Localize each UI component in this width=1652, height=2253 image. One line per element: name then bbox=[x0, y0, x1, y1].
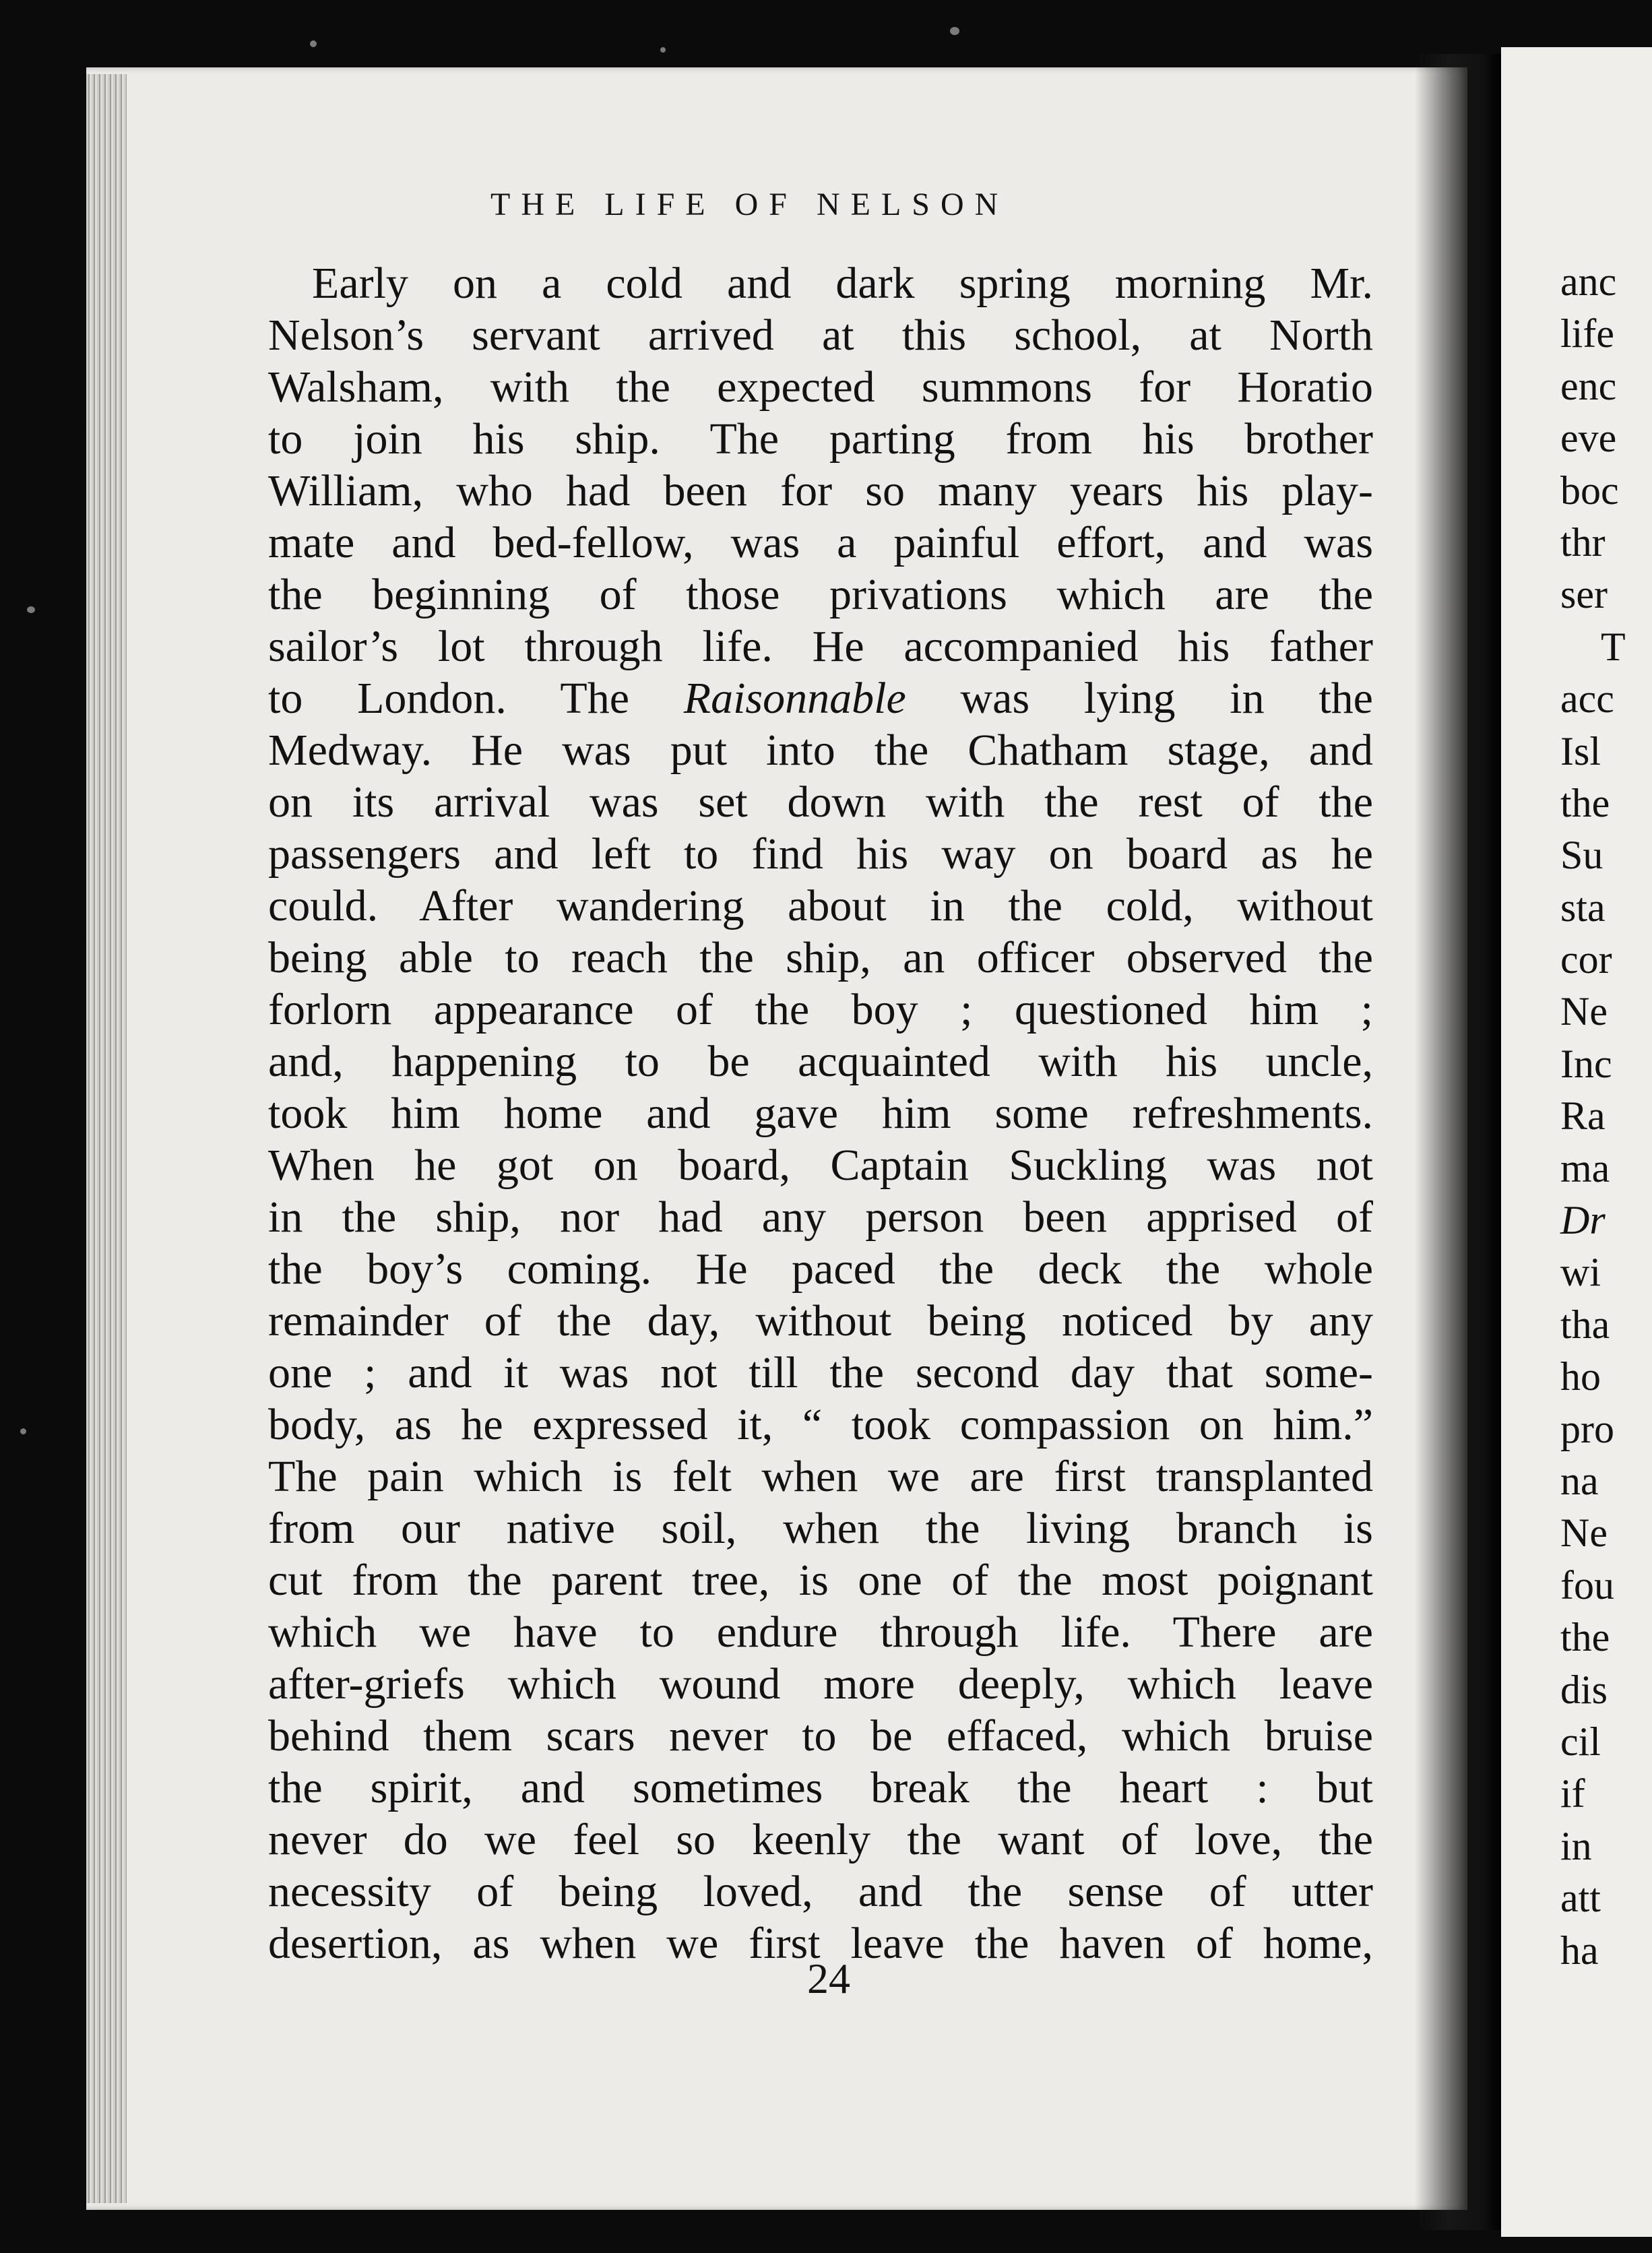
text-line: sailor’s lot through life. He accompanied his father bbox=[268, 622, 1373, 671]
facing-fragment: wi bbox=[1560, 1250, 1601, 1295]
facing-fragment: Ne bbox=[1560, 1511, 1608, 1556]
book-gutter bbox=[1415, 54, 1502, 2230]
text-line: which we have to endure through life. There are bbox=[268, 1608, 1373, 1657]
text-line: being able to reach the ship, an officer observed the bbox=[268, 933, 1373, 982]
text-line: the beginning of those privations which are the bbox=[268, 570, 1373, 619]
facing-fragment: fou bbox=[1560, 1562, 1614, 1608]
text-line: Early on a cold and dark spring morning Mr. bbox=[312, 259, 1373, 308]
running-head: THE LIFE OF NELSON bbox=[490, 187, 1009, 222]
text-line: forlorn appearance of the boy ; questioned him ; bbox=[268, 985, 1373, 1034]
facing-fragment: cil bbox=[1560, 1719, 1601, 1764]
text-line: desertion, as when we first leave the haven of home, bbox=[268, 1919, 1373, 1968]
text-line: The pain which is felt when we are first transplanted bbox=[268, 1452, 1373, 1501]
text-line: When he got on board, Captain Suckling was not bbox=[268, 1141, 1373, 1190]
text-line: from our native soil, when the living branch is bbox=[268, 1504, 1373, 1553]
text-line: in the ship, nor had any person been apprised of bbox=[268, 1193, 1373, 1242]
text-line: to join his ship. The parting from his brother bbox=[268, 414, 1373, 464]
facing-fragment: life bbox=[1560, 311, 1614, 356]
page-number: 24 bbox=[807, 1955, 850, 2002]
facing-fragment: in bbox=[1560, 1823, 1592, 1868]
text-line: cut from the parent tree, is one of the most poignant bbox=[268, 1556, 1373, 1605]
facing-fragment: Dr bbox=[1560, 1198, 1606, 1243]
facing-fragment: att bbox=[1560, 1876, 1601, 1921]
page-edge-stack bbox=[86, 74, 127, 2203]
facing-fragment: ser bbox=[1560, 572, 1608, 617]
facing-fragment: boc bbox=[1560, 468, 1619, 513]
text-line-start: to London. The bbox=[268, 674, 684, 723]
facing-page-text bbox=[1560, 256, 1626, 1977]
text-line: one ; and it was not till the second day that some- bbox=[268, 1348, 1373, 1397]
text-line: never do we feel so keenly the want of love, the bbox=[268, 1815, 1373, 1864]
text-line: took him home and gave him some refreshments. bbox=[268, 1089, 1373, 1138]
facing-fragment: thr bbox=[1560, 519, 1606, 565]
facing-fragment: na bbox=[1560, 1458, 1599, 1503]
page-body-text bbox=[268, 257, 1373, 1969]
facing-fragment: Inc bbox=[1560, 1041, 1612, 1086]
facing-fragment: anc bbox=[1560, 259, 1617, 304]
facing-fragment: acc bbox=[1560, 676, 1614, 722]
text-line: the boy’s coming. He paced the deck the whole bbox=[268, 1244, 1373, 1294]
facing-fragment: pro bbox=[1560, 1406, 1614, 1451]
scan-speck bbox=[660, 47, 666, 53]
text-line: remainder of the day, without being noticed by any bbox=[268, 1296, 1373, 1345]
facing-fragment: if bbox=[1560, 1771, 1585, 1816]
text-line: William, who had been for so many years his play- bbox=[268, 466, 1373, 515]
text-line: Walsham, with the expected summons for Horatio bbox=[268, 362, 1373, 412]
facing-fragment: cor bbox=[1560, 937, 1612, 982]
text-line: passengers and left to find his way on board as he bbox=[268, 829, 1373, 879]
scan-speck bbox=[27, 606, 35, 613]
facing-fragment: the bbox=[1560, 1615, 1610, 1660]
facing-fragment: T bbox=[1601, 624, 1626, 669]
facing-fragment: Ra bbox=[1560, 1093, 1606, 1139]
facing-fragment: tha bbox=[1560, 1302, 1610, 1347]
facing-fragment: sta bbox=[1560, 885, 1606, 930]
facing-fragment: enc bbox=[1560, 363, 1617, 408]
scan-speck bbox=[20, 1428, 26, 1434]
facing-fragment: ma bbox=[1560, 1145, 1610, 1191]
text-line: could. After wandering about in the cold, without bbox=[268, 881, 1373, 930]
facing-fragment: ha bbox=[1560, 1928, 1599, 1973]
facing-fragment: ho bbox=[1560, 1354, 1601, 1399]
scan-speck bbox=[310, 40, 317, 47]
ship-name: Raisonnable bbox=[683, 674, 906, 723]
text-line: Medway. He was put into the Chatham stage, and bbox=[268, 726, 1373, 775]
text-line: body, as he expressed it, “ took compassion on him.” bbox=[268, 1400, 1373, 1449]
text-line bbox=[268, 672, 1373, 724]
text-line: after-griefs which wound more deeply, which leave bbox=[268, 1659, 1373, 1709]
facing-fragment: Ne bbox=[1560, 989, 1608, 1034]
text-line: the spirit, and sometimes break the heart : but bbox=[268, 1763, 1373, 1812]
facing-fragment: the bbox=[1560, 780, 1610, 825]
scan-speck bbox=[950, 27, 959, 35]
text-line: on its arrival was set down with the rest of the bbox=[268, 778, 1373, 827]
text-line-end: was lying in the bbox=[906, 674, 1373, 723]
text-line: Nelson’s servant arrived at this school, at North bbox=[268, 311, 1373, 360]
facing-fragment: Su bbox=[1560, 833, 1603, 878]
facing-fragment: dis bbox=[1560, 1667, 1608, 1712]
text-line: behind them scars never to be effaced, which bruise bbox=[268, 1711, 1373, 1760]
text-line: necessity of being loved, and the sense of utter bbox=[268, 1867, 1373, 1916]
text-line: mate and bed-fellow, was a painful effort, and was bbox=[268, 518, 1373, 567]
facing-fragment: eve bbox=[1560, 416, 1617, 461]
facing-fragment: Isl bbox=[1560, 728, 1601, 773]
text-line: and, happening to be acquainted with his uncle, bbox=[268, 1037, 1373, 1086]
